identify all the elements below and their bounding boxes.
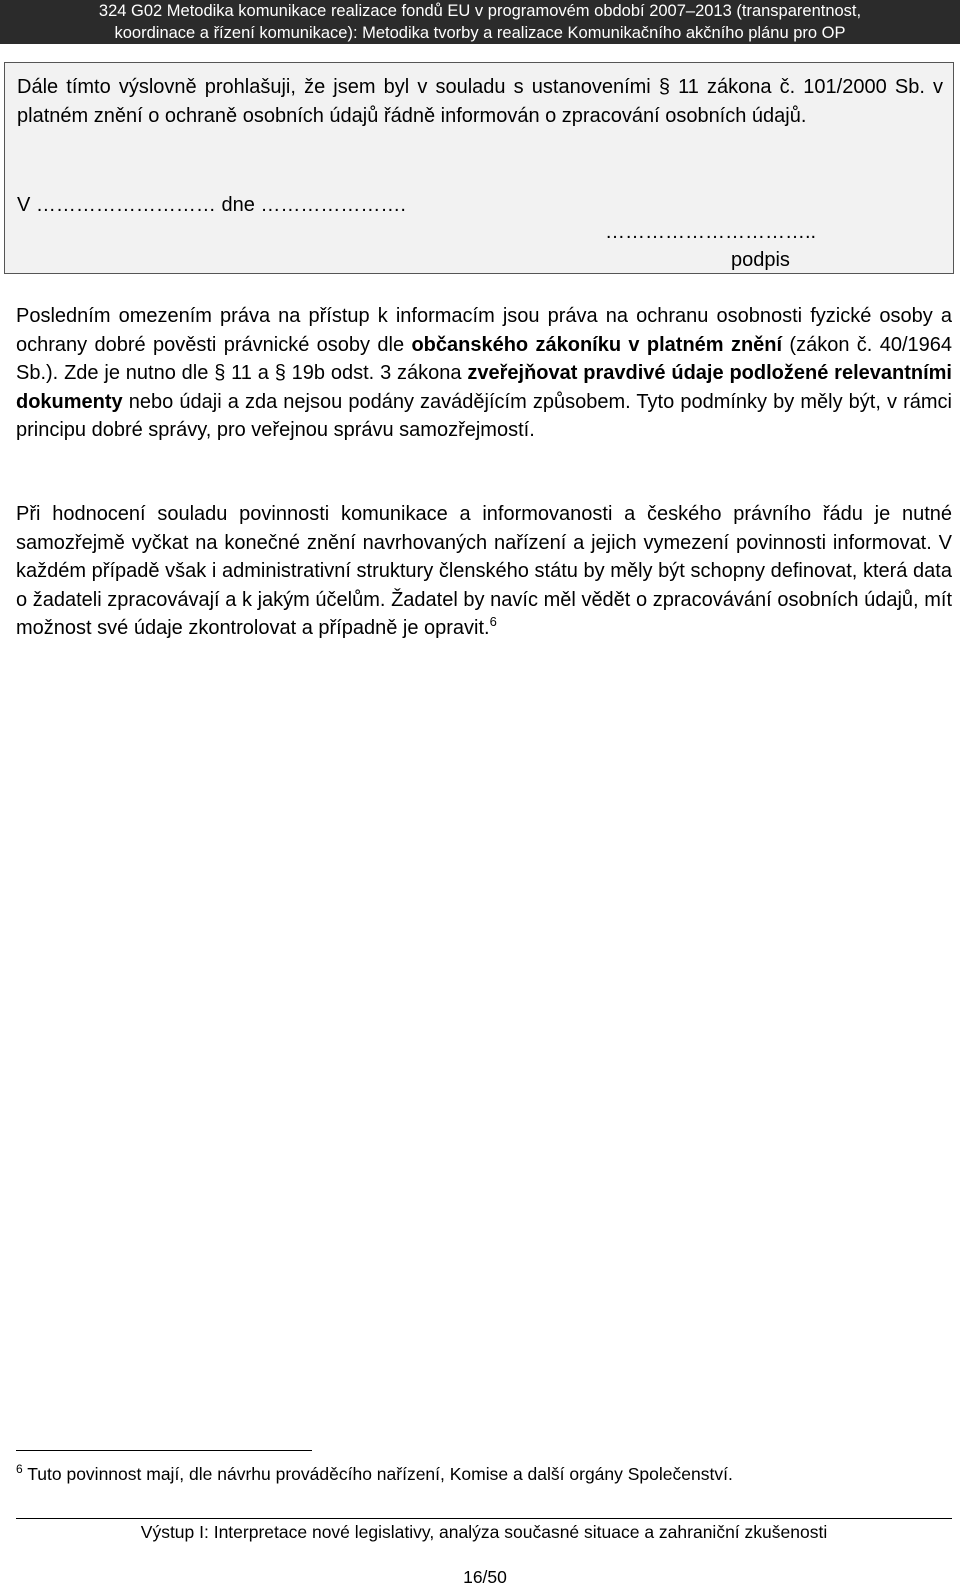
footnote-text: Tuto povinnost mají, dle návrhu prováděcího nařízení, Komise a další orgány Společenství.	[27, 1464, 733, 1484]
footnote	[16, 1462, 733, 1486]
paragraph1-bold-2: zveřejňovat pravdivé údaje podložené relevantními dokumenty	[16, 362, 952, 413]
page-number: 16/50	[463, 1567, 507, 1587]
paragraph1-text-2: (zákon č. 40/1964 Sb.). Zde je nutno dle § 11 a § 19b odst. 3 zákona	[16, 333, 953, 384]
document-header	[0, 0, 960, 44]
paragraph-personal-rights	[16, 302, 952, 445]
declaration-statement: Dále tímto výslovně prohlašuji, že jsem byl v souladu s ustanoveními § 11 zákona č. 101/2000 Sb. v platném znění o ochraně osobních údajů řádně informován o zpracování osobních údajů.	[17, 76, 943, 127]
paragraph1-text-1: Posledním omezením práva na přístup k informacím jsou práva na ochranu osobnosti fyzické osoby a ochrany dobré pověsti právnické osoby dle	[16, 305, 952, 356]
signature-label: podpis	[731, 249, 790, 271]
paragraph2-text: Při hodnocení souladu povinnosti komunikace a informovanosti a českého právního řádu je nutné samozřejmě vyčkat na konečné znění navrhovaných nařízení a jejich vymezení povinnosti informovat. V každém případě však i administrativní struktury členského státu by měly být schopny definovat, která data o žadateli zpracovávají a k jakým účelům. Žadatel by navíc měl vědět o zpracovávání osobních údajů, mít možnost své údaje zkontrolovat a případně je opravit.	[16, 503, 952, 639]
footnote-number: 6	[16, 1462, 23, 1476]
place-date-line: V ……………………… dne ………………….	[17, 194, 406, 216]
paragraph1-text-3: nebo údaji a zda nejsou podány zavádějícím způsobem. Tyto podmínky by měly být, v rámci principu dobré správy, pro veřejnou správu samozřejmostí.	[16, 390, 952, 441]
footer-text: Výstup I: Interpretace nové legislativy, analýza současné situace a zahraniční zkušenosti	[140, 1522, 828, 1542]
paragraph1-bold-1: občanského zákoníku v platném znění	[411, 333, 783, 356]
footnote-separator	[16, 1450, 312, 1451]
declaration-box	[4, 62, 954, 274]
signature-dots: …………………………..	[605, 221, 817, 243]
footer-separator	[16, 1518, 952, 1519]
footnote-reference: 6	[489, 614, 497, 629]
paragraph-compliance	[16, 500, 952, 643]
header-line-1: 324 G02 Metodika komunikace realizace fondů EU v programovém období 2007–2013 (transparentnost,	[98, 2, 862, 20]
header-line-2: koordinace a řízení komunikace): Metodika tvorby a realizace Komunikačního akčního plánu pro OP	[114, 24, 846, 42]
